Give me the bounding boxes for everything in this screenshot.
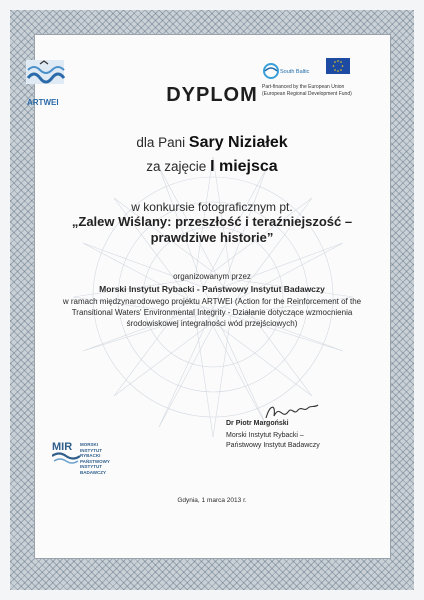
mir-logo — [52, 438, 80, 464]
contest-intro: w konkursie fotograficznym pt. — [131, 200, 293, 214]
place-date: Gdynia, 1 marca 2013 r. — [177, 497, 247, 504]
mir-abbr: MIR — [52, 441, 73, 453]
artwei-logo-text: ARTWEI — [27, 98, 59, 107]
place-prefix: za zajęcie — [146, 159, 207, 174]
project-description: w ramach międzynarodowego projektu ARTWEI (Action for the Reinforcement of the Transitional Waters' Environmental Integrity - Działanie dotyczące wzmocnienia środowiskowej integralności wód przejściowych) — [62, 297, 362, 328]
signatory-name: Dr Piotr Margoński — [226, 420, 289, 427]
signatory-role: Morski Instytut Rybacki – Państwowy Instytut Badawczy — [226, 432, 320, 449]
organized-by: organizowanym przez — [173, 272, 251, 281]
recipient-name: Sary Niziałek — [188, 134, 288, 151]
eu-caption-line1: Part-financed by the European Union — [262, 84, 345, 90]
south-baltic-text: South Baltic — [280, 69, 310, 75]
contest-title: „Zalew Wiślany: przeszłość i teraźniejszość – prawdziwe historie” — [71, 214, 353, 245]
place-line — [0, 158, 424, 176]
recipient-prefix: dla Pani — [136, 135, 186, 150]
institution-name: Morski Instytut Rybacki - Państwowy Instytut Badawczy — [99, 284, 325, 294]
diploma-title: DYPLOM — [166, 84, 258, 106]
mir-line1: MORSKI — [80, 442, 98, 447]
mir-line2: INSTYTUT — [80, 447, 102, 453]
mir-line4: PAŃSTWOWY — [80, 458, 110, 464]
mir-logo-text — [80, 442, 110, 475]
mir-line6: BADAWCZY — [80, 469, 106, 475]
mir-line5: INSTYTUT — [80, 464, 102, 469]
south-baltic-logo — [262, 62, 322, 80]
mir-line3: RYBACKI — [80, 453, 101, 458]
eu-flag-icon — [326, 58, 350, 74]
place-value: I miejsca — [210, 158, 278, 175]
eu-caption-line2: (European Regional Development Fund) — [262, 91, 352, 97]
recipient-line — [0, 134, 424, 152]
